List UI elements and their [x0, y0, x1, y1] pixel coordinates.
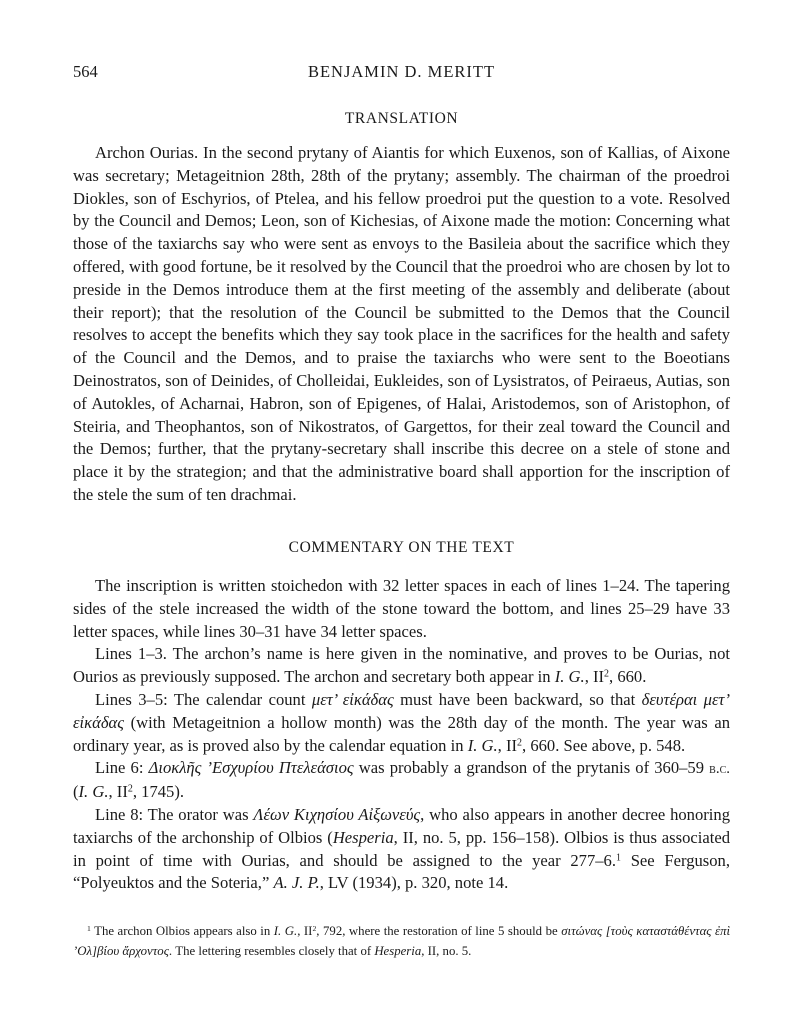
- greek-restoration: σιτώνας [τοὺς καταστάθέντας ἐπὶ ’Ολ]βίου ἄρχοντος: [73, 924, 731, 958]
- ig-citation: I. G.: [554, 667, 585, 687]
- commentary-paragraph-stoichedon: The inscription is written stoichedon with 32 letter spaces in each of lines 1–24. The tapering sides of the stele increased the width of the stone toward the bottom, and lines 25–29 have 33 letter spaces, while lines 30–31 have 34 letter spaces.: [73, 576, 730, 641]
- footnote-marker: 1: [616, 852, 621, 864]
- translation-paragraph: Archon Ourias. In the second prytany of Aiantis for which Euxenos, son of Kallias, of Aixone was secretary; Metageitnion 28th, 28th of the prytany; assembly. The chairman of the proedroi Diokles, son of Eschyrios, of Ptelea, and his fellow proedroi put the question to a vote. Resolved by the Council and Demos; Leon, son of Kichesias, of Aixone made the motion: Concerning what those of the taxiarchs say who were sent as envoys to the Basileia about the sacrifice which they offered, with good fortune, be it resolved by the Council that the proedroi who are chosen by lot to preside in the Demos introduce them at the first meeting of the assembly and deliberate (about their report); that the resolution of the Council be submitted to the Demos that the Council resolves to accept the benefits which they say took place in the sacrifices for the health and safety of the Council and the Demos, and to praise the taxiarchs who were sent to the Boeotians Deinostratos, son of Deinides, of Cholleidai, Eukleides, son of Lysistratos, of Peiraeus, Autias, son of Autokles, of Acharnai, Habron, son of Epigenes, of Halai, Aristodemos, son of Aristophon, of Steiria, and Theophantos, son of Nikostratos, of Gargettos, for their zeal toward the Council and the Demos; further, that the prytany-secretary shall inscribe this decree on a stele of stone and place it by the strategion; and that the administrative board shall apportion for the inscription of the stele the sum of ten drachmai.: [73, 143, 730, 504]
- page-number: 564: [73, 62, 98, 81]
- greek-phrase: δευτέραι μετ’ εἰκάδας: [73, 689, 730, 732]
- era-abbreviation: b.c.: [709, 761, 730, 778]
- commentary-paragraph-lines-3-5: Lines 3–5: The calendar count μετ’ εἰκάδας must have been backward, so that δευτέραι μετ’ εἰκάδας (with Metageitnion a hollow month) was the 28th day of the month. The year was an ordinary year, as is proved also by the calendar equation in I. G., $II^2$, 660. See above, p. 548.: [73, 689, 730, 755]
- ig-citation: I. G.: [78, 782, 109, 802]
- translation-heading: TRANSLATION: [344, 110, 459, 127]
- greek-phrase: Λέων Κιχησίου Αἰξωνεύς: [253, 804, 421, 824]
- hesperia-citation: Hesperia: [374, 944, 422, 958]
- footnote: $^1$ The archon Olbios appears also in I. G., $II^2$, 792, where the restoration of line 5 should be σιτώνας [τοὺς καταστάθέντας ἐπὶ ’Ολ]βίου ἄρχοντος. The lettering resembles closely that of Hesperia, II, no. 5.: [73, 923, 731, 958]
- greek-phrase: μετ’ εἰκάδας: [311, 689, 394, 709]
- translation-section: [73, 142, 730, 507]
- commentary-paragraph-lines-1-3: Lines 1–3. The archon’s name is here given in the nominative, and proves to be Ourias, not Ourios as previously supposed. The archon and secretary both appear in I. G., $II^2$, 660.: [73, 644, 730, 687]
- running-head-author: BENJAMIN D. MERITT: [307, 62, 496, 81]
- ig-citation: I. G.: [273, 924, 298, 938]
- greek-phrase: Διοκλῆς ’Εσχυρίου Πτελεάσιος: [148, 758, 354, 778]
- footnote-number: 1: [87, 923, 91, 933]
- ig-citation: I. G.: [467, 735, 498, 755]
- commentary-section: [73, 575, 730, 895]
- commentary-paragraph-line-8: Line 8: The orator was Λέων Κιχησίου Αἰξωνεύς, who also appears in another decree honoring taxiarchs of the archonship of Olbios (Hesperia, II, no. 5, pp. 156–158). Olbios is thus associated in point of time with Ourias, and should be assigned to the year 277–6.$^1$ See Ferguson, “Polyeuktos and the Soteria,” A. J. P., LV (1934), p. 320, note 14.: [73, 804, 731, 893]
- commentary-heading: COMMENTARY ON THE TEXT: [288, 539, 515, 556]
- hesperia-citation: Hesperia: [332, 827, 394, 847]
- commentary-paragraph-line-6: Line 6: Διοκλῆς ’Εσχυρίου Πτελεάσιος was probably a grandson of the prytanis of 360–59 b.c. (I. G., $II^2$, 1745).: [73, 758, 730, 802]
- ajp-citation: A. J. P.: [273, 873, 320, 893]
- running-header: [73, 62, 730, 84]
